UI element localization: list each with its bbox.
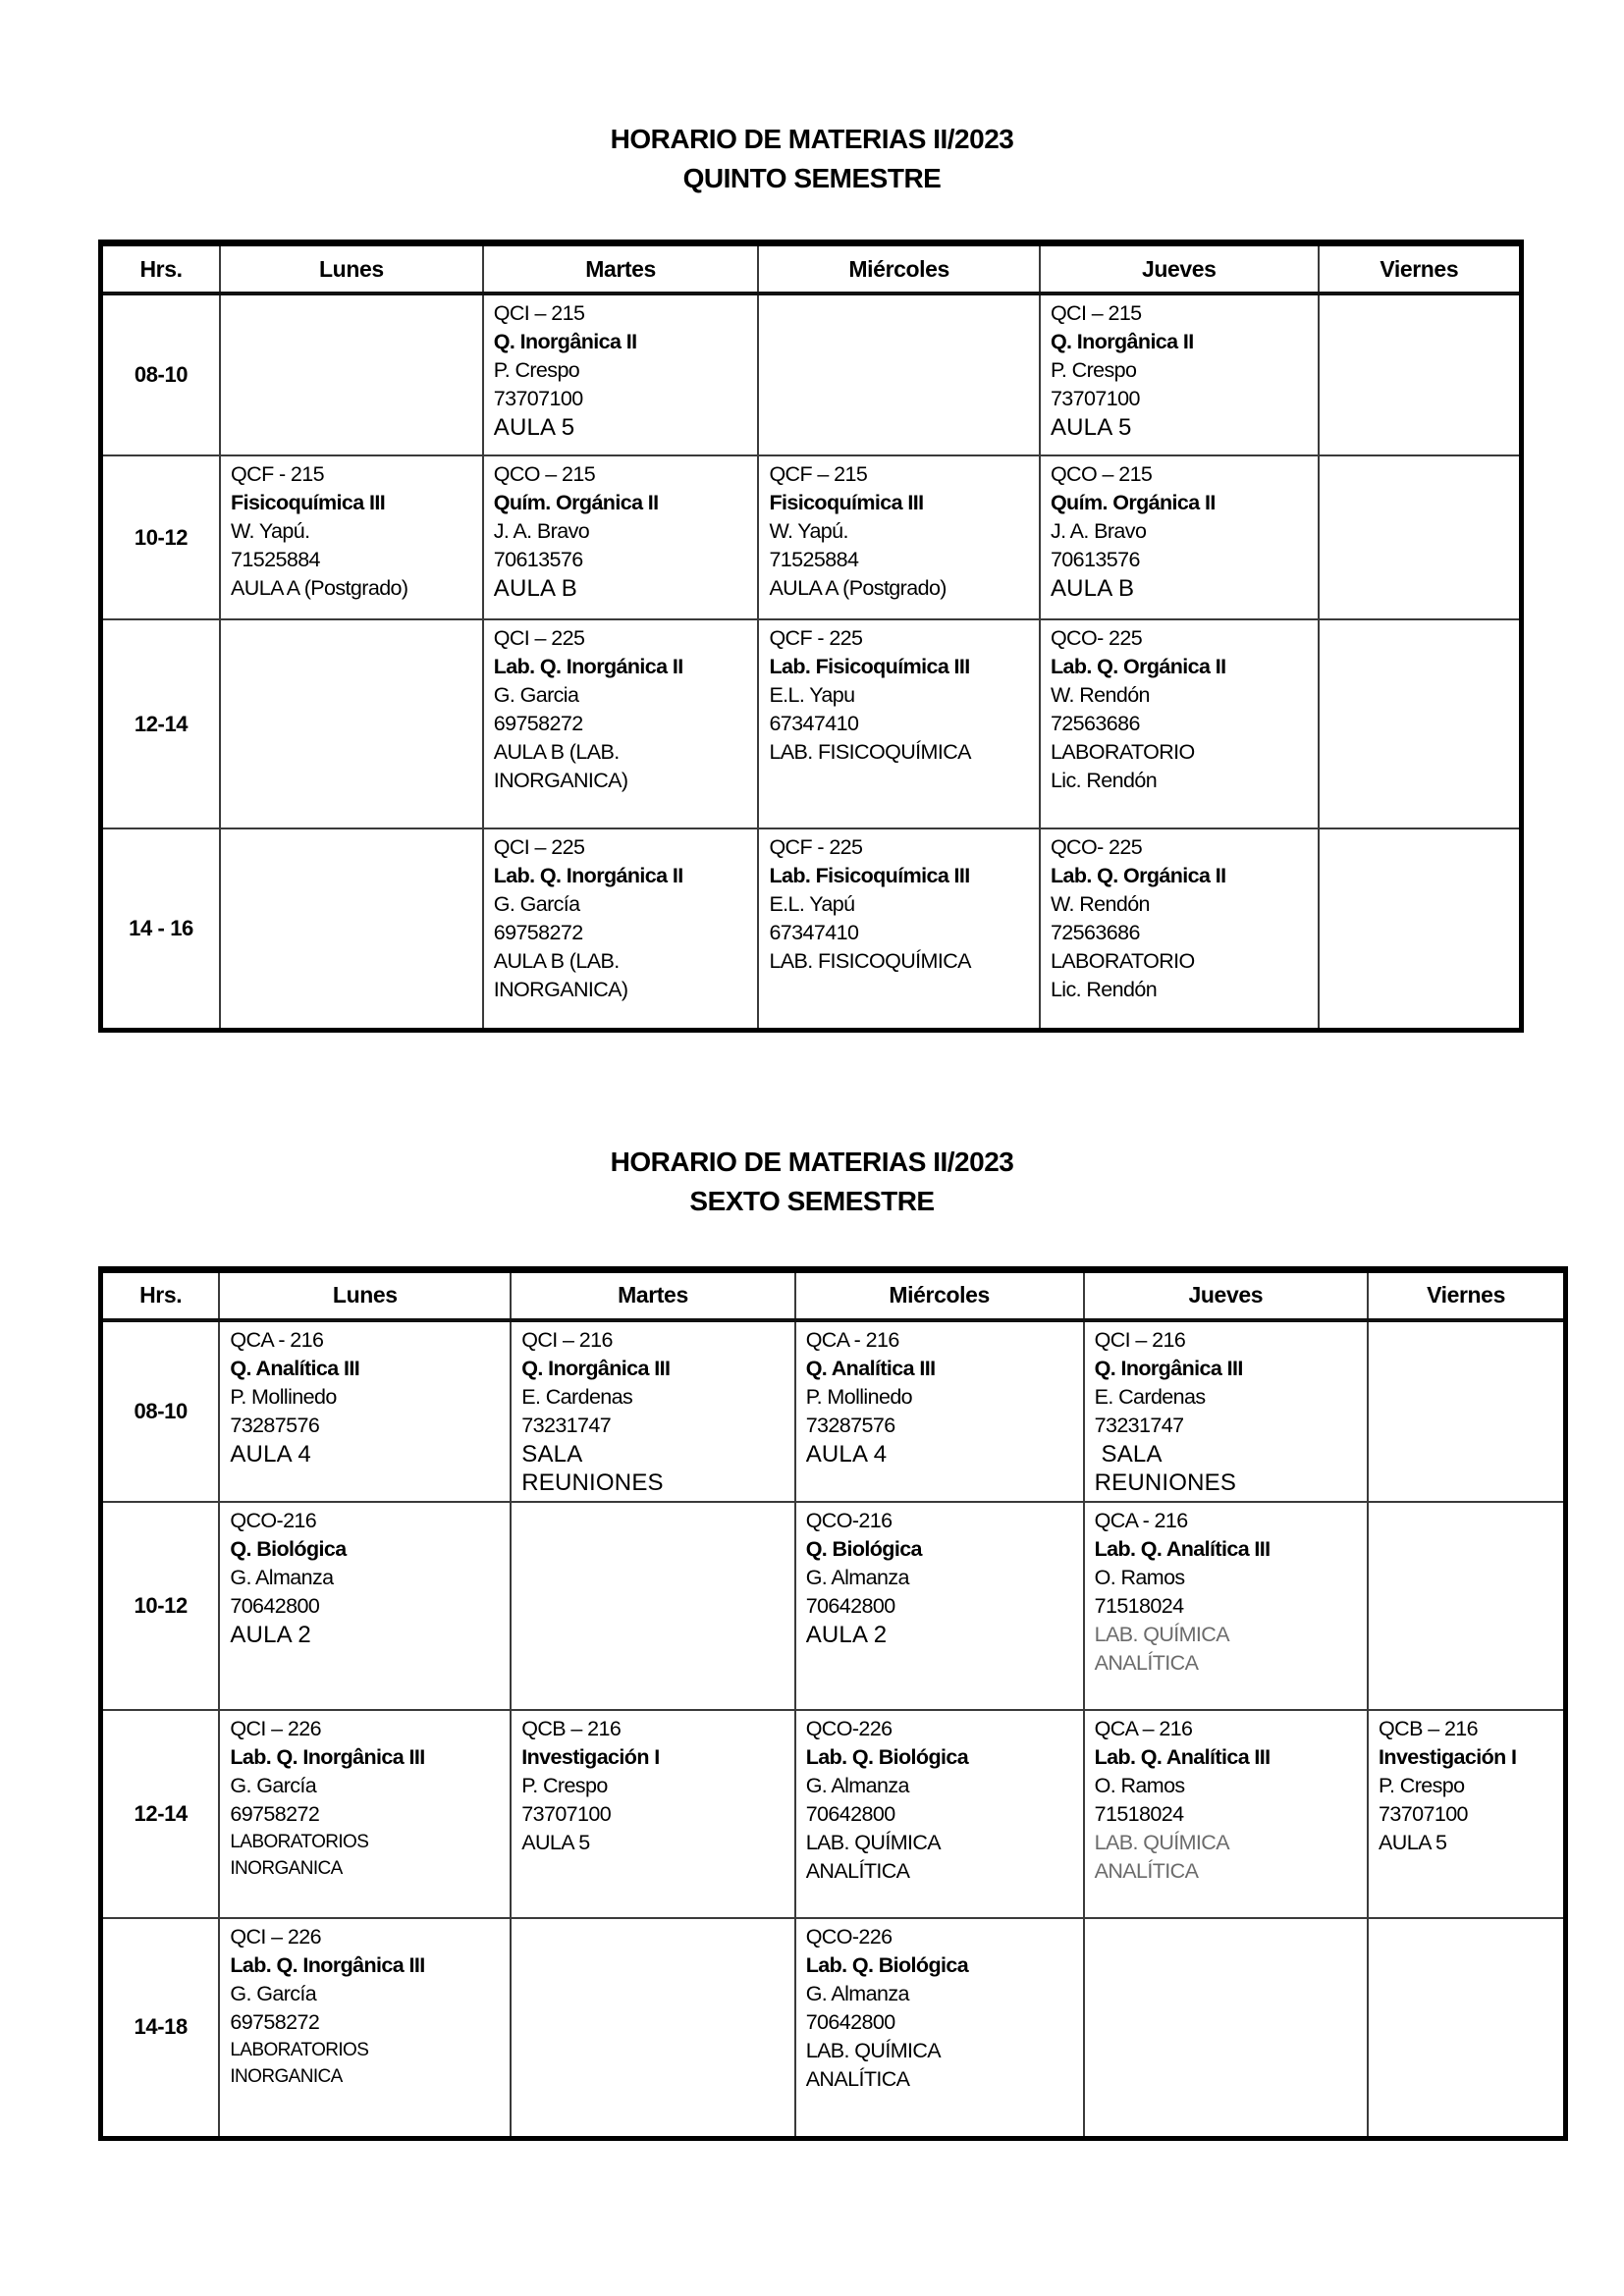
- phone-number: 72563686: [1050, 921, 1140, 944]
- instructor-name: W. Yapú.: [231, 519, 310, 543]
- instructor-name: P. Crespo: [1050, 358, 1137, 382]
- course-code: QCA - 216: [1094, 1508, 1188, 1532]
- hour-label: 12-14: [101, 619, 221, 828]
- course-cell: [758, 828, 1040, 1030]
- room-location: LAB. QUÍMICA: [1094, 1622, 1229, 1646]
- empty-cell: [1319, 828, 1522, 1030]
- phone-number: 71518024: [1094, 1593, 1184, 1618]
- course-code: QCO – 215: [1050, 462, 1153, 486]
- room-location: REUNIONES: [1094, 1468, 1237, 1496]
- course-cell: [220, 455, 483, 619]
- instructor-name: G. Almanza: [230, 1565, 334, 1589]
- room-location: ANALÍTICA: [805, 2066, 910, 2091]
- course-code: QCA - 216: [805, 1327, 899, 1352]
- room-location: LAB. QUÍMICA: [1094, 1830, 1229, 1854]
- course-cell: [1040, 294, 1319, 455]
- course-name: Investigación I: [521, 1744, 660, 1769]
- column-header: Hrs.: [101, 1269, 220, 1320]
- phone-number: 73707100: [521, 1801, 612, 1826]
- instructor-name: E. Cardenas: [521, 1384, 633, 1409]
- course-name: Lab. Q. Inorgânica III: [230, 1744, 425, 1769]
- room-location: AULA 4: [230, 1440, 311, 1468]
- course-cell: [1368, 1710, 1565, 1918]
- room-location: INORGANICA): [493, 769, 628, 792]
- course-name: Lab. Q. Inorgânica III: [230, 1952, 425, 1977]
- room-location: AULA 2: [230, 1621, 311, 1648]
- hour-label: 14-18: [101, 1918, 220, 2139]
- page-subtitle: SEXTO SEMESTRE: [689, 1185, 935, 1216]
- empty-cell: [1319, 455, 1522, 619]
- course-name: Lab. Fisicoquímica III: [769, 655, 970, 678]
- schedule-title-sexto: [0, 1033, 1624, 1221]
- schedule-title-quinto: [0, 0, 1624, 198]
- phone-number: 73231747: [521, 1413, 612, 1437]
- instructor-name: J. A. Bravo: [1050, 519, 1147, 543]
- course-cell: [483, 294, 759, 455]
- schedule-row: [101, 294, 1522, 455]
- course-code: QCO-216: [805, 1508, 893, 1532]
- course-cell: [1084, 1320, 1368, 1502]
- column-header: Martes: [483, 243, 759, 294]
- sexto-semestre-table: [98, 1266, 1568, 2142]
- schedule-row: [101, 1918, 1566, 2139]
- instructor-name: G. García: [493, 892, 580, 916]
- column-header: Martes: [511, 1269, 794, 1320]
- instructor-name: W. Rendón: [1050, 683, 1150, 707]
- course-name: Fisicoquímica III: [769, 491, 924, 514]
- course-name: Lab. Q. Analítica III: [1094, 1744, 1271, 1769]
- course-code: QCI – 215: [493, 301, 585, 325]
- hour-label: 10-12: [101, 1502, 220, 1710]
- course-name: Q. Inorgânica III: [1094, 1356, 1243, 1380]
- course-code: QCO-226: [805, 1924, 893, 1949]
- room-location: AULA 4: [805, 1440, 888, 1468]
- course-code: QCI – 216: [1094, 1327, 1186, 1352]
- course-cell: [483, 619, 759, 828]
- column-header: Jueves: [1084, 1269, 1368, 1320]
- phone-number: 70642800: [805, 1593, 895, 1618]
- course-code: QCB – 216: [1379, 1716, 1479, 1740]
- course-name: Fisicoquímica III: [231, 491, 386, 514]
- course-code: QCO- 225: [1050, 835, 1143, 859]
- empty-cell: [1319, 294, 1522, 455]
- course-code: QCF - 225: [769, 626, 863, 650]
- instructor-name: E.L. Yapú: [769, 892, 855, 916]
- schedule-row: [101, 1320, 1566, 1502]
- instructor-name: G. García: [230, 1773, 317, 1797]
- phone-number: 73707100: [1050, 387, 1140, 410]
- course-name: Q. Inorgânica III: [521, 1356, 671, 1380]
- schedule-row: [101, 828, 1522, 1030]
- instructor-name: W. Yapú.: [769, 519, 848, 543]
- room-location: AULA A (Postgrado): [231, 576, 408, 600]
- course-name: Q. Inorgânica II: [1050, 330, 1194, 353]
- hour-label: 12-14: [101, 1710, 220, 1918]
- schedule-row: [101, 619, 1522, 828]
- room-location: AULA B: [493, 575, 577, 602]
- course-code: QCO-226: [805, 1716, 893, 1740]
- course-name: Lab. Q. Biológica: [805, 1744, 969, 1769]
- instructor-name: E.L. Yapu: [769, 683, 855, 707]
- phone-number: 73231747: [1094, 1413, 1184, 1437]
- phone-number: 70613576: [493, 548, 583, 571]
- instructor-name: G. Almanza: [805, 1981, 909, 2005]
- room-location: Lic. Rendón: [1050, 769, 1158, 792]
- phone-number: 69758272: [493, 712, 583, 735]
- course-code: QCI – 226: [230, 1716, 321, 1740]
- column-header: Jueves: [1040, 243, 1319, 294]
- room-location: ANALÍTICA: [1094, 1650, 1199, 1675]
- column-header: Viernes: [1368, 1269, 1565, 1320]
- course-cell: [795, 1710, 1084, 1918]
- course-code: QCI – 226: [230, 1924, 321, 1949]
- page-title: HORARIO DE MATERIAS II/2023: [610, 1146, 1014, 1177]
- hour-label: 14 - 16: [101, 828, 221, 1030]
- phone-number: 70613576: [1050, 548, 1140, 571]
- phone-number: 67347410: [769, 712, 859, 735]
- phone-number: 71525884: [769, 548, 859, 571]
- room-location: ANALÍTICA: [805, 1858, 910, 1883]
- room-location: SALA: [521, 1440, 583, 1468]
- room-location: AULA B (LAB.: [493, 949, 620, 973]
- course-code: QCI – 215: [1050, 301, 1142, 325]
- instructor-name: G. Almanza: [805, 1773, 909, 1797]
- course-name: Lab. Q. Orgánica II: [1050, 655, 1226, 678]
- hour-label: 08-10: [101, 1320, 220, 1502]
- course-code: QCF – 215: [769, 462, 868, 486]
- page-subtitle: QUINTO SEMESTRE: [682, 163, 942, 193]
- course-name: Lab. Q. Orgánica II: [1050, 864, 1226, 887]
- phone-number: 73287576: [805, 1413, 895, 1437]
- column-header: Lunes: [220, 243, 483, 294]
- room-location: AULA 2: [805, 1621, 888, 1648]
- course-name: Lab. Q. Biológica: [805, 1952, 969, 1977]
- room-location: LAB. FISICOQUÍMICA: [769, 949, 971, 973]
- instructor-name: W. Rendón: [1050, 892, 1150, 916]
- course-code: QCA – 216: [1094, 1716, 1193, 1740]
- course-code: QCO-216: [230, 1508, 317, 1532]
- room-location: INORGANICA: [230, 2065, 343, 2087]
- course-cell: [795, 1918, 1084, 2139]
- instructor-name: P. Crespo: [493, 358, 580, 382]
- course-code: QCI – 216: [521, 1327, 613, 1352]
- course-name: Lab. Q. Inorgánica II: [493, 864, 683, 887]
- room-location: AULA 5: [1050, 414, 1132, 441]
- room-location: AULA B (LAB.: [493, 740, 620, 764]
- course-name: Lab. Fisicoquímica III: [769, 864, 970, 887]
- column-header: Miércoles: [795, 1269, 1084, 1320]
- course-cell: [1084, 1502, 1368, 1710]
- instructor-name: P. Crespo: [521, 1773, 608, 1797]
- course-code: QCO – 215: [493, 462, 596, 486]
- phone-number: 70642800: [805, 1801, 895, 1826]
- phone-number: 70642800: [230, 1593, 320, 1618]
- quinto-semestre-table: [98, 240, 1524, 1033]
- room-location: LAB. QUÍMICA: [805, 2038, 942, 2062]
- room-location: AULA A (Postgrado): [769, 576, 947, 600]
- course-cell: [483, 828, 759, 1030]
- course-code: QCB – 216: [521, 1716, 622, 1740]
- room-location: SALA: [1094, 1440, 1163, 1468]
- empty-cell: [1368, 1320, 1565, 1502]
- course-cell: [483, 455, 759, 619]
- course-name: Q. Analítica III: [805, 1356, 936, 1380]
- header-row: [101, 1269, 1566, 1320]
- empty-cell: [220, 294, 483, 455]
- schedule-row: [101, 455, 1522, 619]
- room-location: LAB. FISICOQUÍMICA: [769, 740, 971, 764]
- empty-cell: [220, 828, 483, 1030]
- course-cell: [795, 1502, 1084, 1710]
- empty-cell: [1319, 619, 1522, 828]
- instructor-name: P. Crespo: [1379, 1773, 1465, 1797]
- instructor-name: P. Mollinedo: [230, 1384, 337, 1409]
- column-header: Lunes: [219, 1269, 511, 1320]
- phone-number: 71518024: [1094, 1801, 1184, 1826]
- room-location: REUNIONES: [521, 1468, 664, 1496]
- course-name: Q. Biológica: [805, 1536, 922, 1561]
- column-header: Miércoles: [758, 243, 1040, 294]
- room-location: LABORATORIOS: [230, 2039, 369, 2060]
- instructor-name: G. Almanza: [805, 1565, 909, 1589]
- phone-number: 69758272: [493, 921, 583, 944]
- course-cell: [1040, 455, 1319, 619]
- course-cell: [758, 455, 1040, 619]
- course-name: Q. Analítica III: [230, 1356, 360, 1380]
- empty-cell: [758, 294, 1040, 455]
- schedule-row: [101, 1710, 1566, 1918]
- room-location: ANALÍTICA: [1094, 1858, 1199, 1883]
- room-location: Lic. Rendón: [1050, 978, 1158, 1001]
- phone-number: 67347410: [769, 921, 859, 944]
- course-cell: [511, 1710, 794, 1918]
- instructor-name: P. Mollinedo: [805, 1384, 913, 1409]
- course-cell: [219, 1320, 511, 1502]
- empty-cell: [511, 1502, 794, 1710]
- course-code: QCI – 225: [493, 626, 585, 650]
- course-name: Q. Biológica: [230, 1536, 347, 1561]
- course-cell: [219, 1710, 511, 1918]
- room-location: AULA 5: [493, 414, 575, 441]
- hour-label: 10-12: [101, 455, 221, 619]
- course-code: QCO- 225: [1050, 626, 1143, 650]
- phone-number: 72563686: [1050, 712, 1140, 735]
- course-cell: [758, 619, 1040, 828]
- course-cell: [219, 1502, 511, 1710]
- course-cell: [1084, 1710, 1368, 1918]
- empty-cell: [1084, 1918, 1368, 2139]
- header-row: [101, 243, 1522, 294]
- instructor-name: O. Ramos: [1094, 1773, 1185, 1797]
- course-cell: [511, 1320, 794, 1502]
- room-location: LABORATORIOS: [230, 1831, 369, 1852]
- phone-number: 73287576: [230, 1413, 320, 1437]
- hour-label: 08-10: [101, 294, 221, 455]
- phone-number: 71525884: [231, 548, 320, 571]
- course-code: QCI – 225: [493, 835, 585, 859]
- course-code: QCF - 215: [231, 462, 325, 486]
- course-name: Investigación I: [1379, 1744, 1517, 1769]
- room-location: INORGANICA): [493, 978, 628, 1001]
- schedule-row: [101, 1502, 1566, 1710]
- course-code: QCF - 225: [769, 835, 863, 859]
- instructor-name: O. Ramos: [1094, 1565, 1185, 1589]
- room-location: AULA 5: [1379, 1830, 1447, 1854]
- course-cell: [795, 1320, 1084, 1502]
- page-title: HORARIO DE MATERIAS II/2023: [610, 124, 1014, 154]
- room-location: LABORATORIO: [1050, 740, 1195, 764]
- room-location: INORGANICA: [230, 1857, 343, 1879]
- course-name: Lab. Q. Inorgánica II: [493, 655, 683, 678]
- course-name: Quím. Orgánica II: [1050, 491, 1216, 514]
- course-cell: [1040, 828, 1319, 1030]
- course-name: Lab. Q. Analítica III: [1094, 1536, 1271, 1561]
- phone-number: 73707100: [1379, 1801, 1468, 1826]
- room-location: AULA 5: [521, 1830, 590, 1854]
- course-cell: [219, 1918, 511, 2139]
- room-location: LABORATORIO: [1050, 949, 1195, 973]
- phone-number: 69758272: [230, 2009, 320, 2034]
- column-header: Hrs.: [101, 243, 221, 294]
- room-location: LAB. QUÍMICA: [805, 1830, 942, 1854]
- course-name: Quím. Orgánica II: [493, 491, 659, 514]
- empty-cell: [220, 619, 483, 828]
- instructor-name: G. García: [230, 1981, 317, 2005]
- phone-number: 70642800: [805, 2009, 895, 2034]
- empty-cell: [511, 1918, 794, 2139]
- room-location: AULA B: [1050, 575, 1135, 602]
- instructor-name: J. A. Bravo: [493, 519, 590, 543]
- course-name: Q. Inorgânica II: [493, 330, 637, 353]
- phone-number: 73707100: [493, 387, 583, 410]
- empty-cell: [1368, 1918, 1565, 2139]
- course-cell: [1040, 619, 1319, 828]
- course-code: QCA - 216: [230, 1327, 324, 1352]
- instructor-name: E. Cardenas: [1094, 1384, 1206, 1409]
- column-header: Viernes: [1319, 243, 1522, 294]
- phone-number: 69758272: [230, 1801, 320, 1826]
- instructor-name: G. Garcia: [493, 683, 579, 707]
- empty-cell: [1368, 1502, 1565, 1710]
